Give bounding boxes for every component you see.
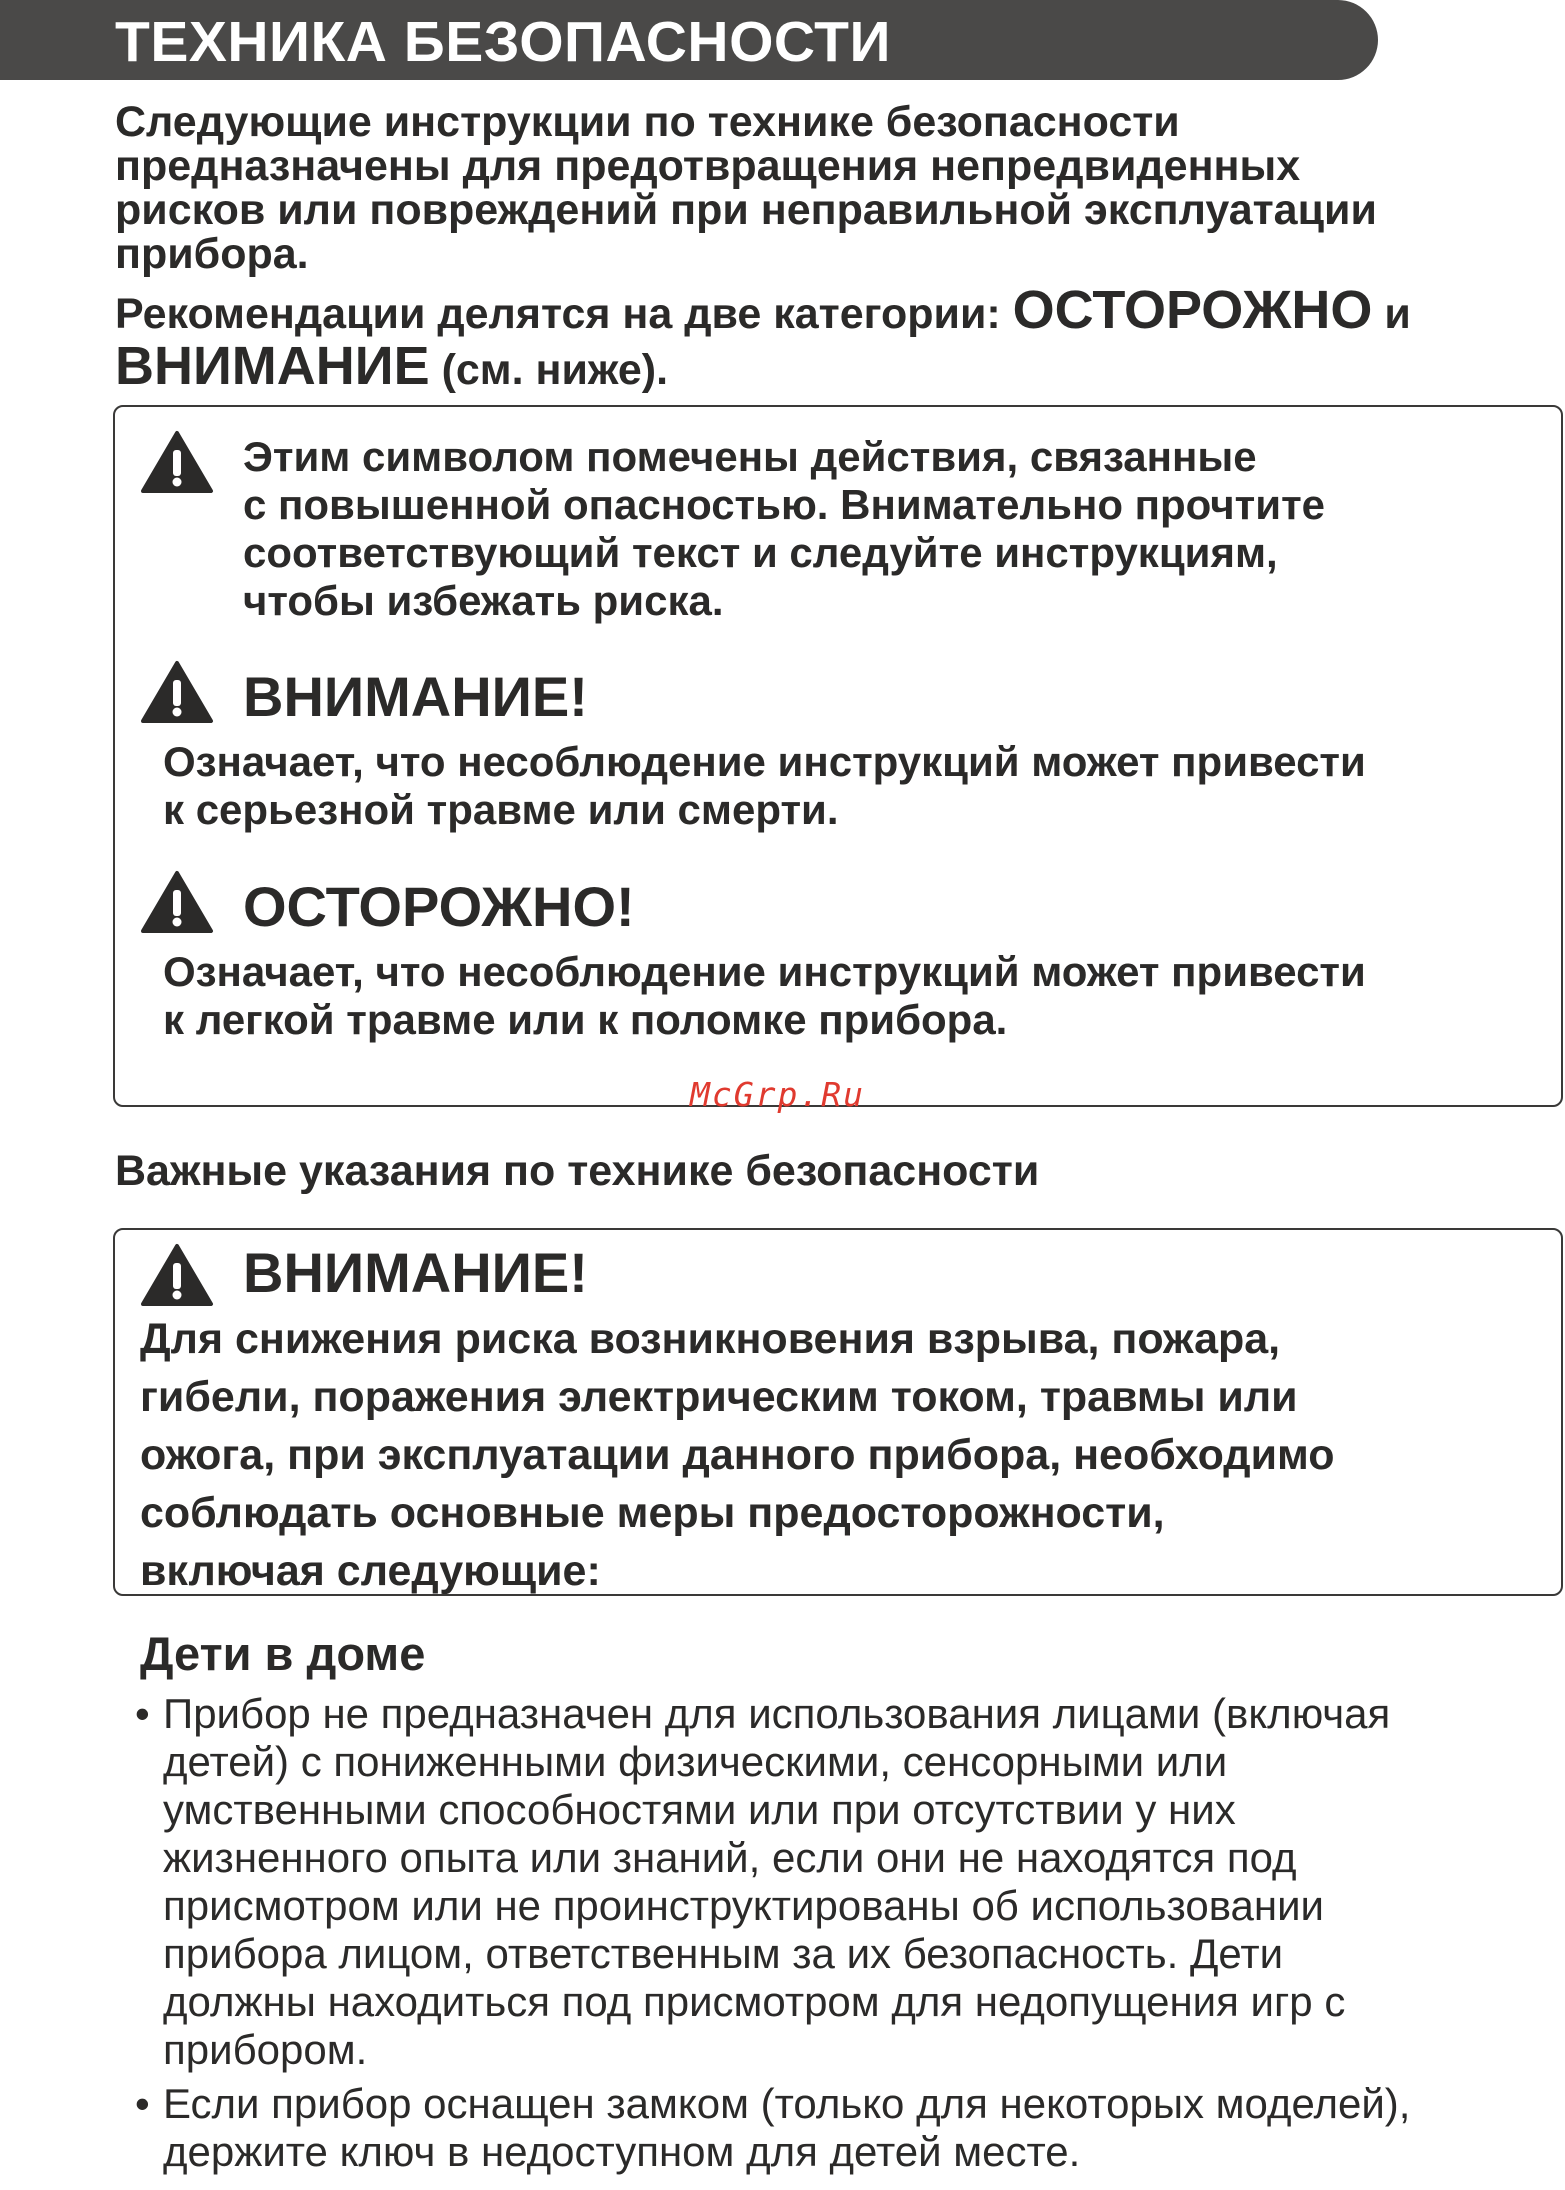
symbol-line: Этим символом помечены действия, связанные [243,433,1257,480]
watermark: McGrp.Ru [690,1075,865,1114]
caution-line: Означает, что несоблюдение инструкций может привести [163,948,1366,995]
categories-prefix: Рекомендации делятся на две категории: [115,290,1013,338]
bullet-line: присмотром или не проинструктированы об использовании [163,1882,1325,1929]
warning-word: ВНИМАНИЕ [115,336,430,396]
intro-line: Следующие инструкции по технике безопасности [115,98,1180,146]
and-word: и [1372,290,1411,338]
caution-description [163,948,1366,1044]
caution-word: ОСТОРОЖНО [1012,280,1373,340]
warning-line: Означает, что несоблюдение инструкций может привести [163,738,1366,785]
symbol-line: чтобы избежать риска. [243,577,724,624]
caution-title: ОСТОРОЖНО! [243,875,635,938]
warning-triangle-icon [140,1243,214,1307]
symbol-description [243,433,1325,625]
children-heading: Дети в доме [140,1627,426,1680]
bullet-line: прибора лицом, ответственным за их безопасность. Дети [163,1930,1284,1977]
bullet-line: держите ключ в недоступном для детей месте. [163,2128,1081,2175]
bullet-line: детей) с пониженными физическими, сенсорными или [163,1738,1228,1785]
warning-triangle-icon [140,430,214,494]
important-title: ВНИМАНИЕ! [243,1241,588,1304]
bullet-line: прибором. [163,2026,368,2073]
bullet-line: должны находиться под присмотром для недопущения игр с [163,1978,1346,2025]
intro-line: предназначены для предотвращения непредвиденных [115,142,1301,190]
symbol-line: с повышенной опасностью. Внимательно прочтите [243,481,1325,528]
warning-description [163,738,1366,834]
categories-suffix: (см. ниже). [429,346,669,394]
intro-text [115,100,1545,396]
warning-title: ВНИМАНИЕ! [243,665,588,728]
caution-line: к легкой травме или к поломке прибора. [163,996,1008,1043]
page-title: ТЕХНИКА БЕЗОПАСНОСТИ [115,10,891,74]
important-line: ожога, при эксплуатации данного прибора, необходимо [140,1431,1335,1479]
important-line: соблюдать основные меры предосторожности, [140,1489,1165,1537]
bullet-dot: • [135,1690,150,1737]
warning-triangle-icon [140,870,214,934]
important-line: Для снижения риска возникновения взрыва, пожара, [140,1315,1281,1363]
important-heading: Важные указания по технике безопасности [115,1147,1040,1195]
list-item [135,1690,1555,2074]
important-text [140,1310,1335,1600]
bullet-line: жизненного опыта или знаний, если они не находятся под [163,1834,1297,1881]
intro-line: прибора. [115,230,309,278]
list-item [135,2080,1555,2176]
important-line: гибели, поражения электрическим током, травмы или [140,1373,1298,1421]
warning-line: к серьезной травме или смерти. [163,786,839,833]
children-list [135,1690,1555,2182]
intro-line: рисков или повреждений при неправильной эксплуатации [115,186,1377,234]
important-line: включая следующие: [140,1547,601,1595]
warning-triangle-icon [140,660,214,724]
bullet-line: Прибор не предназначен для использования лицами (включая [163,1690,1391,1737]
bullet-line: умственными способностями или при отсутствии у них [163,1786,1236,1833]
bullet-dot: • [135,2080,150,2127]
symbol-line: соответствующий текст и следуйте инструкциям, [243,529,1278,576]
bullet-line: Если прибор оснащен замком (только для некоторых моделей), [163,2080,1411,2127]
